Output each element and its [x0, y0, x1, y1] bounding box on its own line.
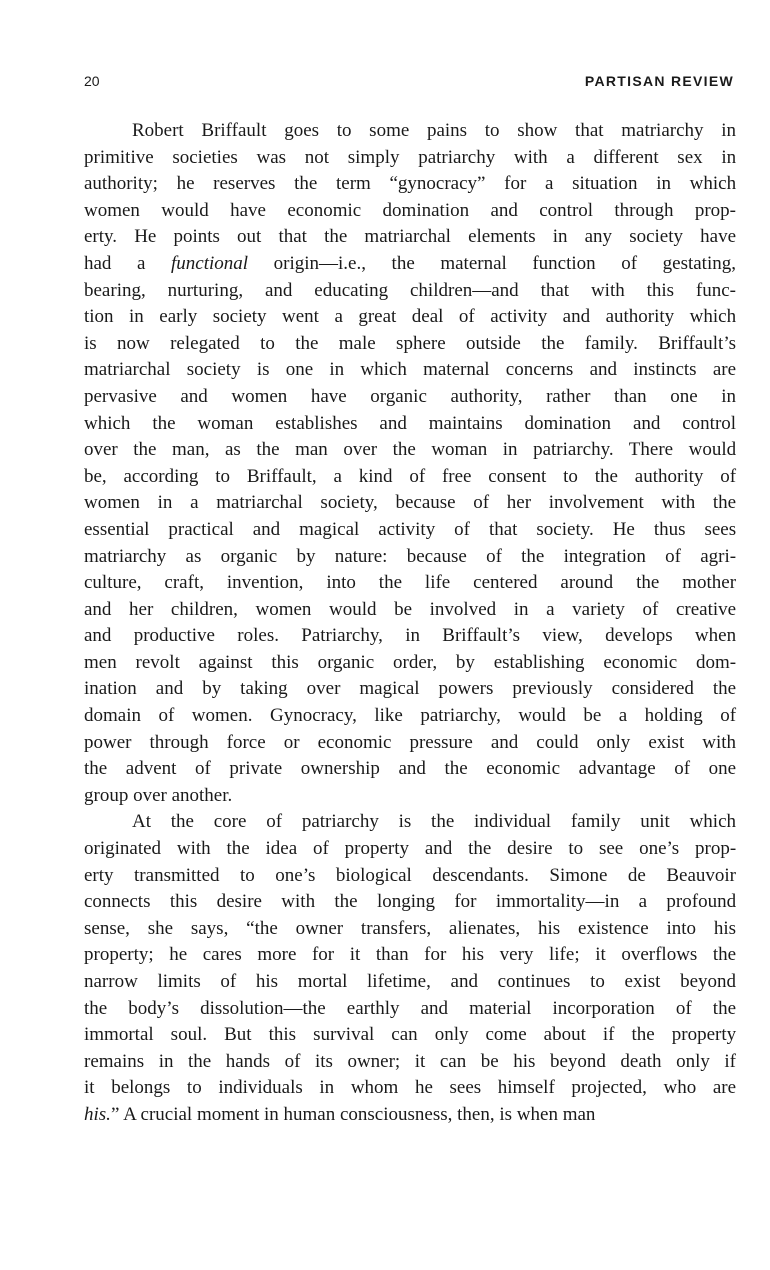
text-line: sense, she says, “the owner transfers, alienates, his existence into his [84, 917, 736, 939]
text-line: be, according to Briffault, a kind of free consent to the authority of [84, 465, 737, 487]
text-line: erty. He points out that the matriarchal elements in any society have [84, 226, 737, 248]
text-line: essential practical and magical activity of that society. He thus sees [84, 518, 737, 540]
text-line: had a functional origin—i.e., the maternal function of gestating, [84, 252, 736, 274]
text-line: power through force or economic pressure and could only exist with [84, 731, 737, 753]
page-number: 20 [84, 73, 100, 89]
text-line: and productive roles. Patriarchy, in Briffault’s view, develops when [84, 625, 737, 647]
text-line: erty transmitted to one’s biological descendants. Simone de Beauvoir [84, 864, 736, 886]
text-line: originated with the idea of property and the desire to see one’s prop- [84, 838, 737, 860]
text-line: the body’s dissolution—the earthly and material incorporation of the [84, 997, 737, 1019]
text-line: group over another. [84, 784, 233, 806]
body-text [84, 118, 736, 1129]
text-line: culture, craft, invention, into the life centered around the mother [84, 572, 737, 594]
journal-title: PARTISAN REVIEW [584, 73, 734, 89]
text-line: it belongs to individuals in whom he sees himself projected, who are [84, 1077, 737, 1099]
text-line: which the woman establishes and maintains domination and control [84, 412, 737, 434]
text-line: tion in early society went a great deal of activity and authority which [84, 306, 737, 328]
text-line: women in a matriarchal society, because of her involvement with the [84, 492, 737, 514]
text-line: domain of women. Gynocracy, like patriarchy, would be a holding of [84, 705, 737, 727]
text-line: his.” A crucial moment in human consciousness, then, is when man [84, 1103, 596, 1125]
text-line: pervasive and women have organic authority, rather than one in [84, 385, 736, 407]
text-line: ination and by taking over magical powers previously considered the [84, 678, 737, 700]
text-line: immortal soul. But this survival can only come about if the property [84, 1024, 737, 1046]
text-line: is now relegated to the male sphere outside the family. Briffault’s [84, 332, 737, 354]
text-line: over the man, as the man over the woman in patriarchy. There would [84, 439, 737, 461]
text-line: connects this desire with the longing for immortality—in a profound [84, 891, 737, 913]
running-head [84, 73, 734, 93]
text-line: matriarchy as organic by nature: because of the integration of agri- [84, 545, 737, 567]
paragraph [84, 118, 736, 809]
text-line: narrow limits of his mortal lifetime, and continues to exist beyond [84, 971, 737, 992]
paragraph [84, 809, 736, 1128]
text-line: bearing, nurturing, and educating children—and that with this func- [84, 279, 737, 301]
text-line: property; he cares more for it than for his very life; it overflows the [84, 944, 737, 966]
text-line: matriarchal society is one in which maternal concerns and instincts are [84, 359, 737, 381]
text-line: and her children, women would be involved in a variety of creative [84, 598, 737, 620]
text-line: authority; he reserves the term “gynocracy” for a situation in which [84, 173, 737, 195]
text-line: At the core of patriarchy is the individual family unit which [132, 811, 736, 833]
text-line: primitive societies was not simply patriarchy with a different sex in [84, 146, 737, 168]
text-line: remains in the hands of its owner; it can be his beyond death only if [84, 1050, 737, 1072]
text-line: men revolt against this organic order, by establishing economic dom- [84, 651, 737, 673]
text-line: Robert Briffault goes to some pains to show that matriarchy in [132, 120, 736, 141]
text-line: the advent of private ownership and the economic advantage of one [84, 758, 737, 780]
text-line: women would have economic domination and control through prop- [84, 199, 737, 221]
